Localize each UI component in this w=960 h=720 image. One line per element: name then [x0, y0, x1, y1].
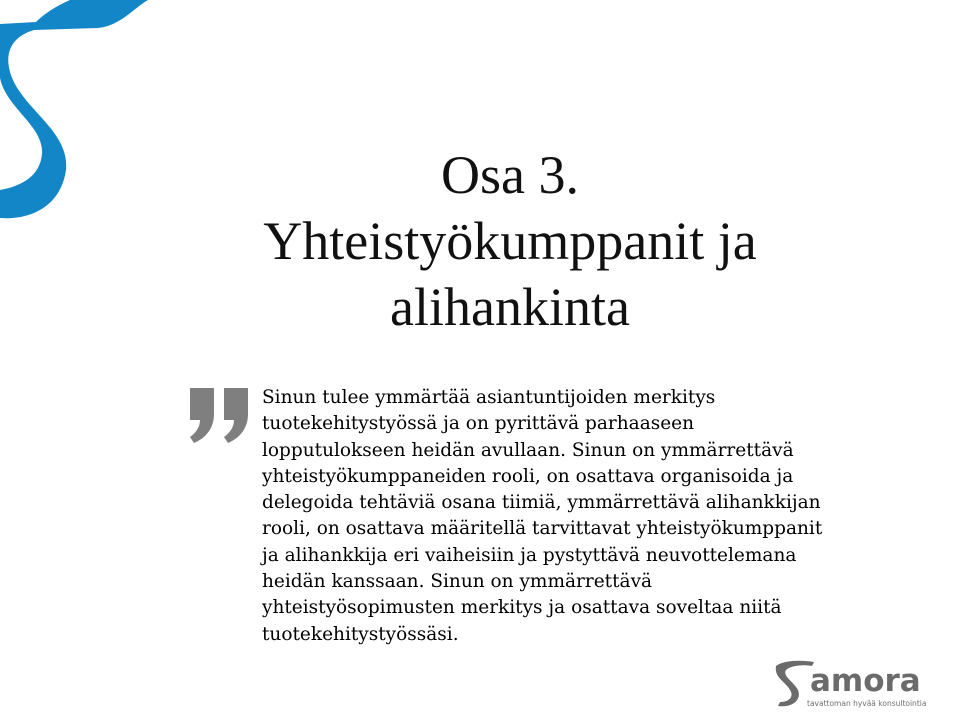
- body-line: rooli, on osattava määritellä tarvittavat yhteistyökumppanit: [262, 518, 823, 540]
- body-line: ja alihankkija eri vaiheisiin ja pystyttävä neuvottelemana: [262, 544, 797, 566]
- body-line: heidän kanssaan. Sinun on ymmärrettävä: [262, 571, 653, 593]
- title-line-1: Osa 3.: [441, 145, 579, 205]
- company-logo: [772, 658, 927, 710]
- logo-wordmark: amora: [810, 663, 921, 699]
- title-line-2: Yhteistyökumppanit ja: [263, 211, 757, 271]
- decorative-swirl-icon: [0, 0, 150, 230]
- closing-quote-icon: [188, 388, 252, 444]
- body-line: yhteistyösopimusten merkitys ja osattava soveltaa niitä: [262, 597, 782, 619]
- body-line: tuotekehitystyössäsi.: [262, 623, 459, 645]
- body-line: lopputulokseen heidän avullaan. Sinun on ymmärrettävä: [262, 439, 794, 461]
- body-line: delegoida tehtäviä osana tiimiä, ymmärrettävä alihankkijan: [262, 492, 821, 514]
- body-line: yhteistyökumppaneiden rooli, on osattava organisoida ja: [262, 465, 794, 487]
- title-line-3: alihankinta: [390, 277, 630, 337]
- body-paragraph: [262, 385, 902, 648]
- body-line: Sinun tulee ymmärtää asiantuntijoiden merkitys: [262, 387, 716, 408]
- body-line: tuotekehitystyössä ja on pyrittävä parhaaseen: [262, 413, 695, 435]
- slide-title: [160, 142, 860, 340]
- logo-tagline: tavattoman hyvää konsultointia: [807, 699, 927, 708]
